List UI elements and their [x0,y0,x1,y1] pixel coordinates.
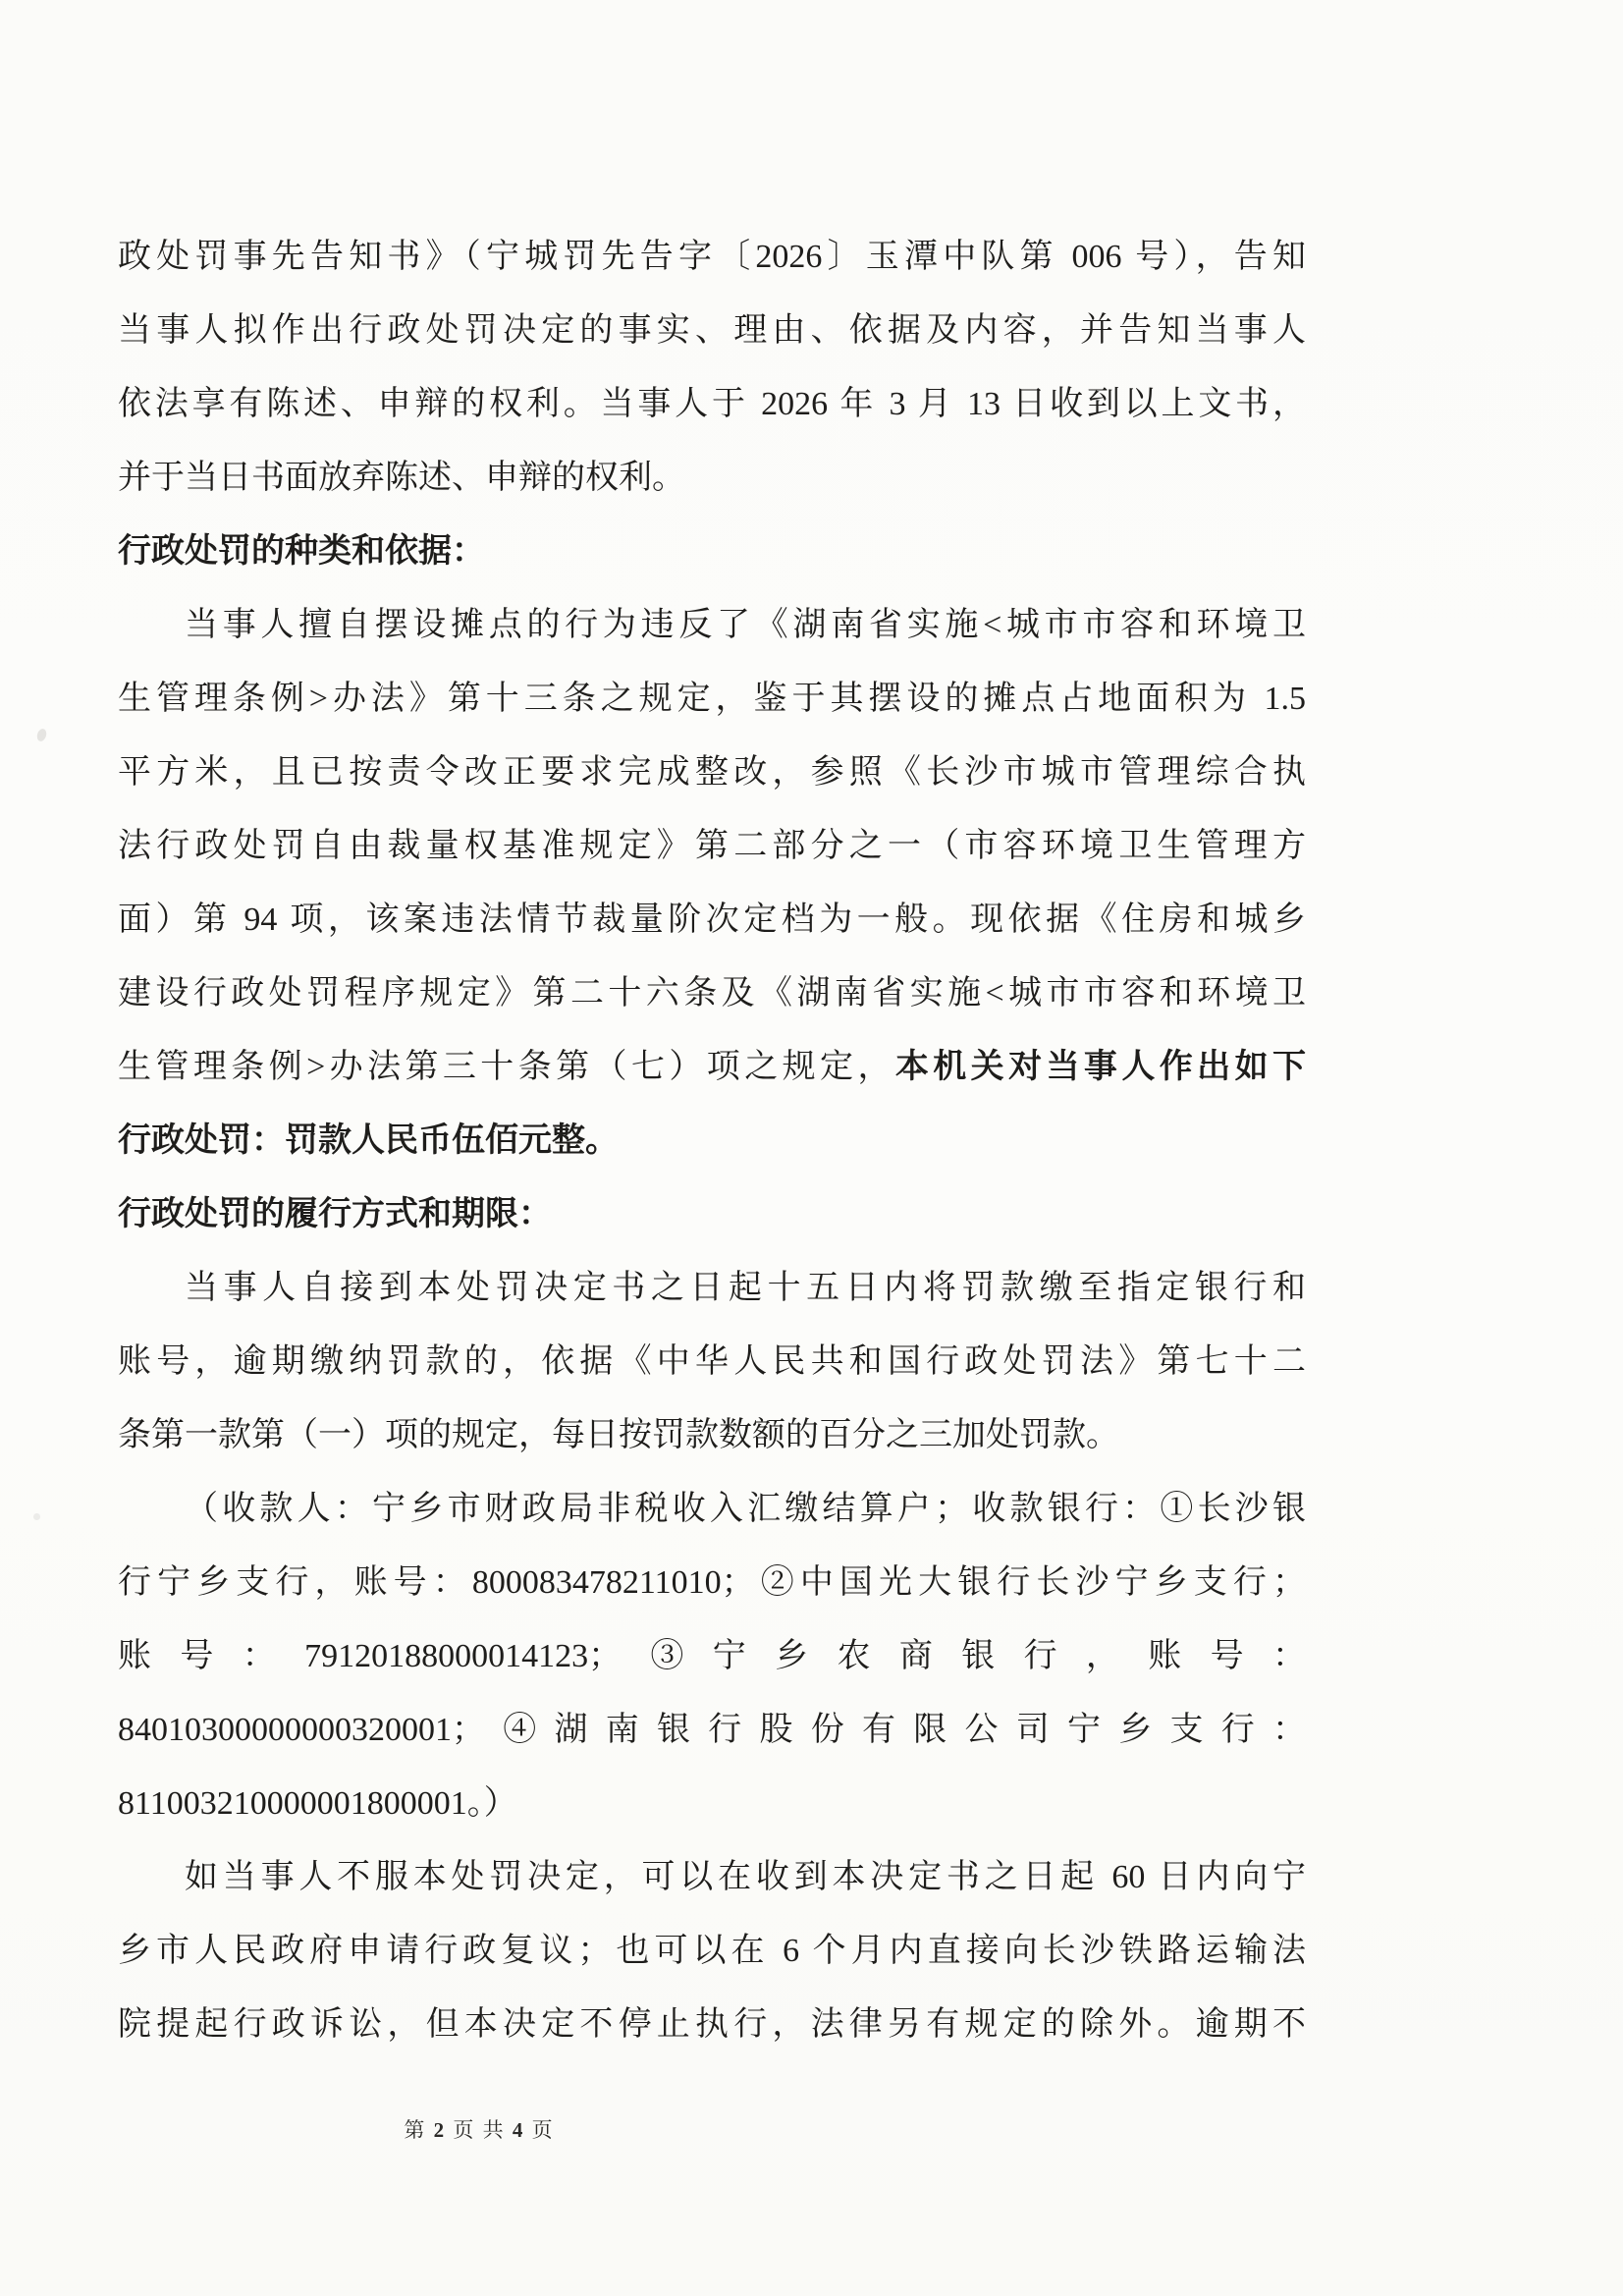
scan-speck [35,728,48,742]
scan-speck [33,1513,40,1520]
text-segment: 当事人拟作出行政处罚决定的事实、理由、依据及内容，并告知当事人 [118,312,1306,349]
text-line [118,662,1306,736]
text-line [118,957,1306,1030]
text-segment: 当事人擅自摆设摊点的行为违反了《湖南省实施<城市市容和环境卫 [185,607,1306,643]
text-line [118,883,1306,957]
text-line [118,220,1306,294]
text-line [118,1325,1306,1398]
text-segment: 页 [524,2118,555,2142]
bold-text-segment: 4 [512,2118,525,2142]
appeal-info-line [118,1914,1306,1988]
text-segment: 生管理条例>办法》第十三条之规定，鉴于其摆设的摊点占地面积为 1.5 [118,681,1306,717]
bold-text-segment: 行政处罚的履行方式和期限： [118,1196,552,1232]
text-line [118,1398,1306,1472]
text-segment: 法行政处罚自由裁量权基准规定》第二部分之一（市容环境卫生管理方 [118,828,1306,864]
bank-account-line [118,1619,1306,1693]
text-segment: 院提起行政诉讼，但本决定不停止执行，法律另有规定的除外。逾期不 [118,2006,1306,2043]
text-line [118,1251,1306,1325]
text-segment: 第 [404,2118,434,2142]
text-segment: 乡市人民政府申请行政复议；也可以在 6 个月内直接向长沙铁路运输法 [118,1933,1306,1969]
text-segment: 当事人自接到本处罚决定书之日起十五日内将罚款缴至指定银行和 [185,1270,1306,1306]
text-segment: 条第一款第（一）项的规定，每日按罚款数额的百分之三加处罚款。 [118,1417,1119,1453]
payment-info-line [118,1472,1306,1546]
text-line [118,809,1306,883]
text-line [118,441,1306,515]
text-segment: 面）第 94 项，该案违法情节裁量阶次定档为一般。现依据《住房和城乡 [118,902,1306,938]
section-heading-penalty-type [118,515,1306,588]
text-segment: 账号，逾期缴纳罚款的，依据《中华人民共和国行政处罚法》第七十二 [118,1343,1306,1380]
text-segment: 页 共 [446,2118,513,2142]
text-segment: （收款人：宁乡市财政局非税收入汇缴结算户；收款银行：①长沙银 [185,1491,1306,1527]
text-segment: 建设行政处罚程序规定》第二十六条及《湖南省实施<城市市容和环境卫 [118,975,1306,1011]
appeal-info-line [118,1988,1306,2061]
appeal-info-line [118,1840,1306,1914]
text-segment: 如当事人不服本处罚决定，可以在收到本决定书之日起 60 日内向宁 [185,1859,1306,1895]
text-line [118,294,1306,367]
text-segment: 行宁乡支行，账号：800083478211010；②中国光大银行长沙宁乡支行； [118,1564,1306,1601]
text-line [118,736,1306,809]
payment-info-line [118,1546,1306,1619]
text-line [118,1030,1306,1104]
bank-account-line [118,1767,1306,1840]
text-segment: 账号：79120188000014123；③宁乡农商银行，账号： [118,1638,1306,1674]
text-segment: 依法享有陈述、申辩的权利。当事人于 2026 年 3 月 13 日收到以上文书， [118,386,1306,422]
text-line [118,367,1306,441]
bold-text-segment: 行政处罚：罚款人民币伍佰元整。 [118,1122,619,1159]
document-body [118,220,1306,2061]
text-line [118,588,1306,662]
bold-text-segment: 本机关对当事人作出如下 [894,1049,1306,1085]
text-segment: 平方米，且已按责令改正要求完成整改，参照《长沙市城市管理综合执 [118,754,1306,791]
text-segment: 并于当日书面放弃陈述、申辩的权利。 [118,460,685,496]
bank-account-line [118,1693,1306,1767]
section-heading-penalty-fulfillment [118,1177,1306,1251]
text-segment: 政处罚事先告知书》（宁城罚先告字〔2026〕玉潭中队第 006 号），告知 [118,239,1306,275]
text-segment: 84010300000000320001；④湖南银行股份有限公司宁乡支行： [118,1712,1306,1748]
page-footer [376,2113,582,2147]
text-segment: 811003210000001800001。） [118,1785,517,1822]
penalty-amount-line [118,1104,1306,1177]
text-segment: 生管理条例>办法第三十条第（七）项之规定， [118,1049,895,1085]
bold-text-segment: 行政处罚的种类和依据： [118,533,485,570]
bold-text-segment: 2 [433,2118,447,2142]
